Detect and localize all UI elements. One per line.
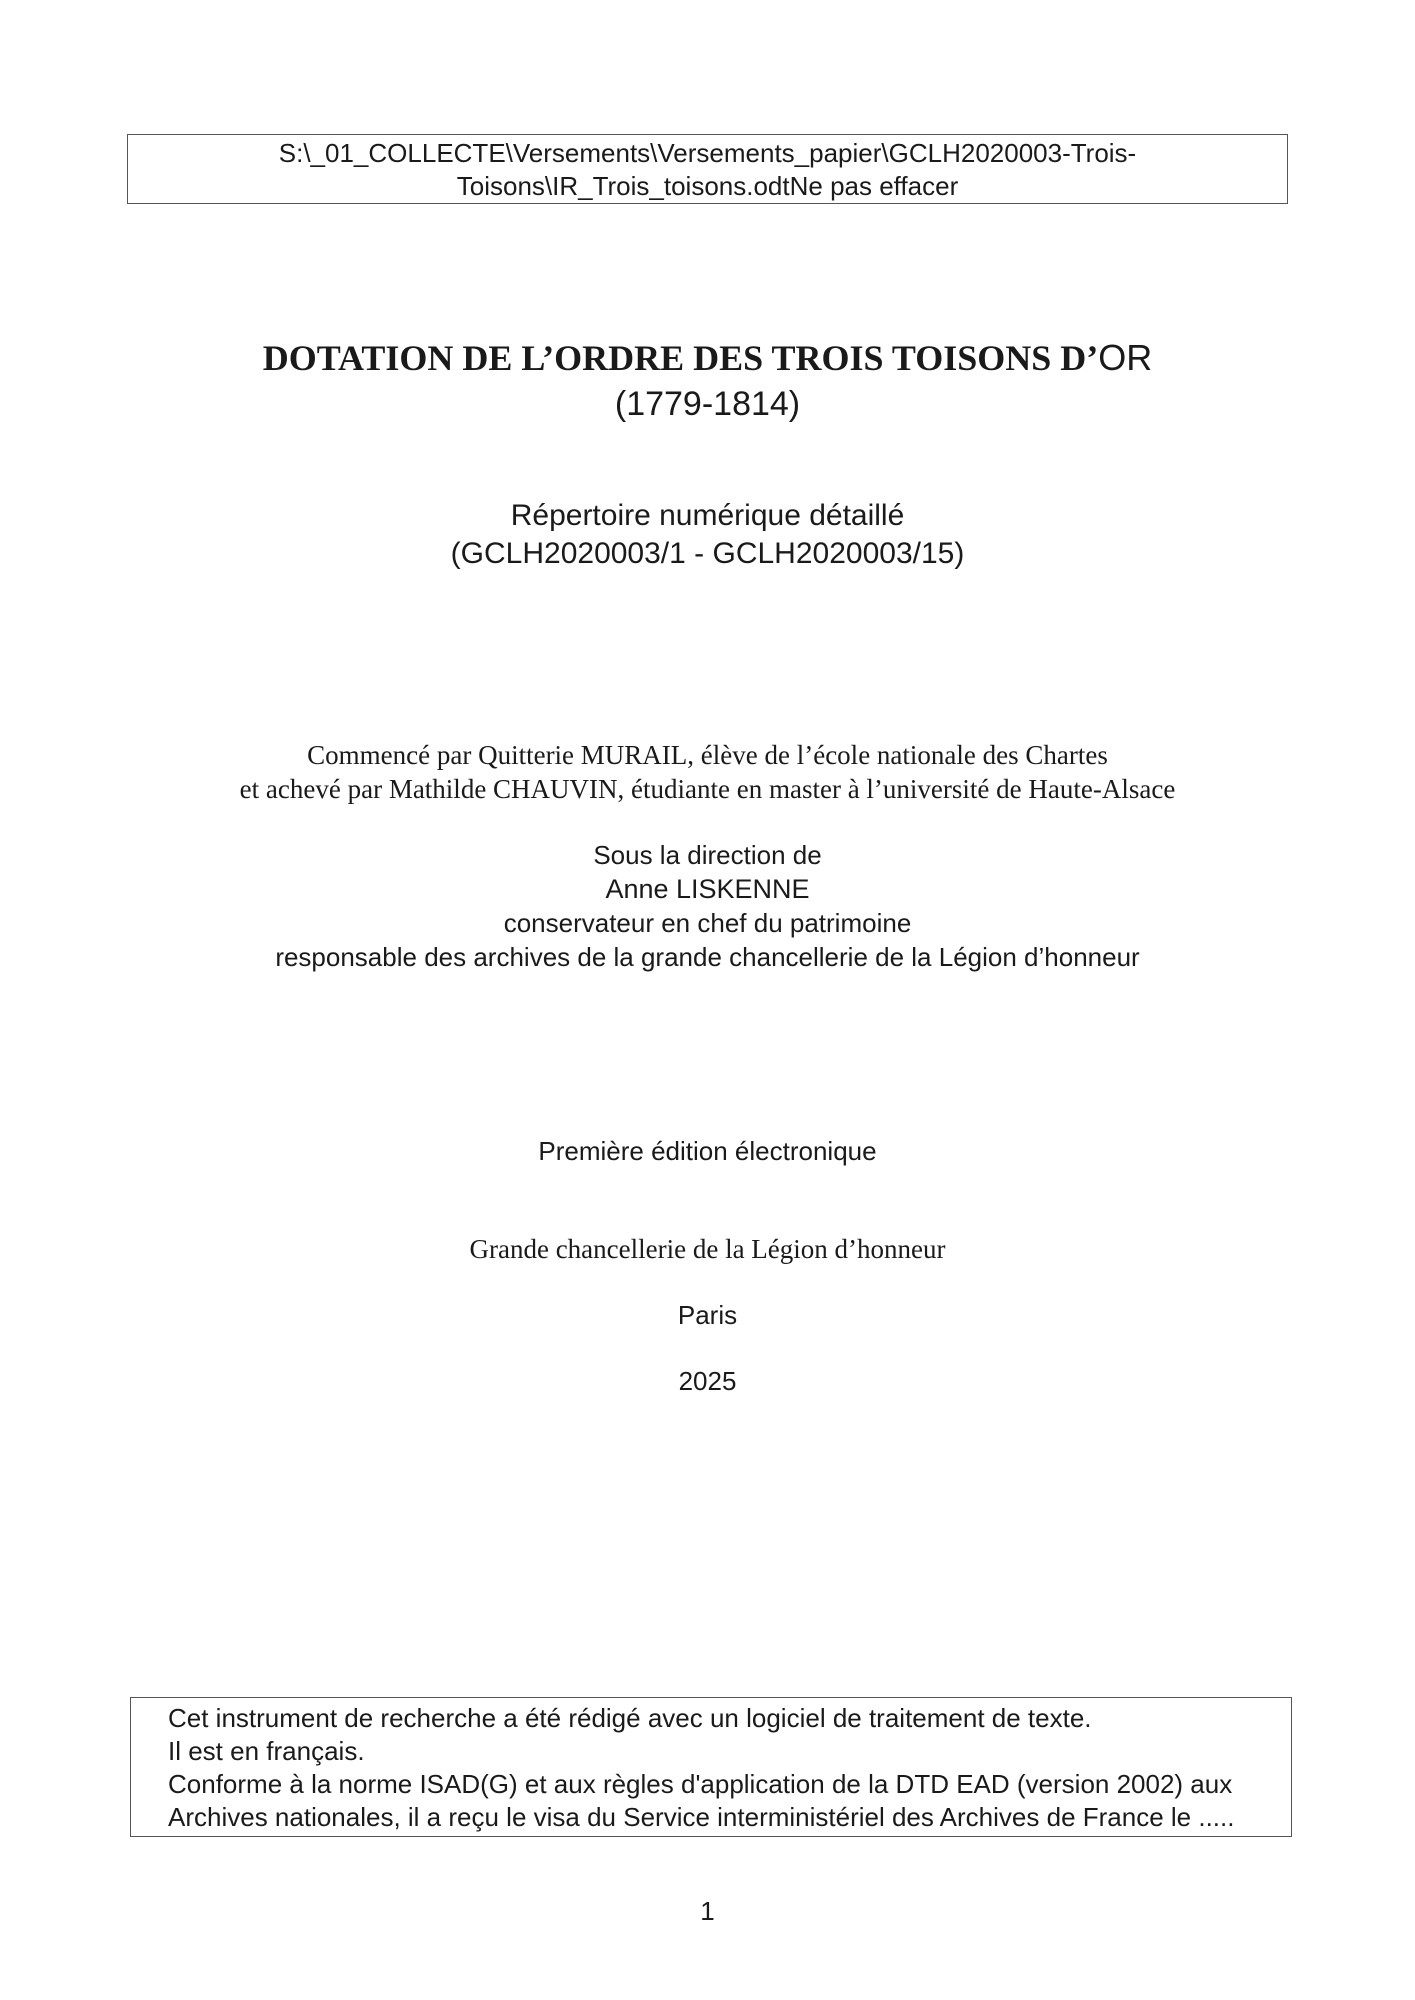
director-role-2: responsable des archives de la grande chancellerie de la Légion d’honneur <box>275 942 1140 972</box>
notice-line-4: Archives nationales, il a reçu le visa du Service interministériel des Archives de France le ..... <box>168 1802 1235 1832</box>
notice-box <box>130 1697 1292 1837</box>
document-title <box>0 336 1415 380</box>
credits-line-1: Commencé par Quitterie MURAIL, élève de l’école nationale des Chartes <box>307 740 1108 770</box>
inventory-type: Répertoire numérique détaillé <box>510 499 905 532</box>
document-dates: (1779-1814) <box>614 385 801 423</box>
notice-line-3: Conforme à la norme ISAD(G) et aux règles d'application de la DTD EAD (version 2002) aux <box>168 1769 1233 1799</box>
file-path-box <box>127 134 1288 204</box>
cote-range: (GCLH2020003/1 - GCLH2020003/15) <box>450 537 965 570</box>
file-path-line-1: S:\_01_COLLECTE\Versements\Versements_papier\GCLH2020003-Trois- <box>278 138 1137 168</box>
director-role-1: conservateur en chef du patrimoine <box>503 908 912 938</box>
document-title-end: OR <box>1098 337 1153 378</box>
credits-line-2: et achevé par Mathilde CHAUVIN, étudiante en master à l’université de Haute-Alsace <box>239 774 1176 804</box>
notice-line-1: Cet instrument de recherche a été rédigé avec un logiciel de traitement de texte. <box>168 1703 1092 1733</box>
publication-year: 2025 <box>678 1366 737 1396</box>
publication-city: Paris <box>677 1300 738 1330</box>
director-name: Anne LISKENNE <box>605 874 810 904</box>
direction-intro: Sous la direction de <box>593 840 822 870</box>
document-title-main: DOTATION DE L’ORDRE DES TROIS TOISONS D’ <box>262 338 1099 378</box>
notice-line-2: Il est en français. <box>168 1736 365 1766</box>
edition-statement: Première édition électronique <box>538 1136 877 1166</box>
publisher: Grande chancellerie de la Légion d’honneur <box>469 1234 946 1264</box>
file-path-line-2: Toisons\IR_Trois_toisons.odtNe pas effacer <box>456 171 959 201</box>
page-number: 1 <box>700 1896 715 1926</box>
